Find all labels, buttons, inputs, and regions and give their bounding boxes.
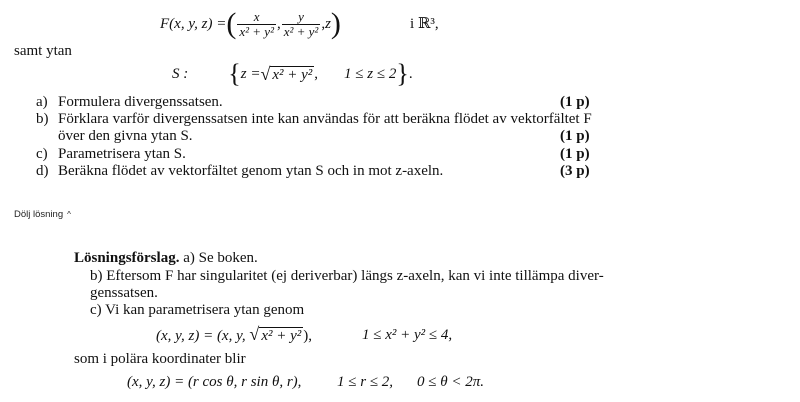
period: .: [408, 65, 413, 82]
solution-b-line2: genssatsen.: [90, 285, 158, 301]
fraction-y-numerator: y: [298, 8, 304, 24]
eq1-lhs: (x, y, z) = (x, y,: [156, 328, 246, 344]
comma: ,: [321, 15, 326, 32]
surface-radicand: x² + y²: [272, 66, 313, 83]
surface-range: 1 ≤ z ≤ 2: [344, 65, 397, 82]
surface-definition: [172, 60, 413, 88]
space-label: i ℝ³,: [410, 16, 439, 32]
solution-a: a) Se boken.: [183, 250, 258, 266]
eq2-range-theta: 0 ≤ θ < 2π.: [417, 374, 484, 390]
question-c: [0, 146, 800, 163]
surface-z-eq: z =: [240, 65, 261, 82]
question-b-cont: [0, 128, 800, 145]
question-text: Parametrisera ytan S.: [58, 146, 186, 162]
solution-c-intro: c) Vi kan parametrisera ytan genom: [90, 302, 305, 318]
sqrt-sign: √: [260, 63, 271, 84]
question-points: (1 p): [560, 128, 590, 144]
solution-heading-line: [74, 250, 258, 267]
surface-name: S :: [172, 65, 189, 82]
fraction-x-numerator: x: [253, 8, 260, 24]
question-label: c): [36, 146, 48, 162]
left-paren: (: [226, 7, 237, 40]
left-brace: {: [228, 59, 241, 88]
question-text: över den givna ytan S.: [58, 128, 193, 144]
samt-text: samt ytan: [14, 43, 72, 59]
right-paren: ): [330, 7, 341, 40]
question-b: [0, 111, 800, 128]
hide-solution-label: Dölj lösning: [14, 209, 64, 220]
eq2-range-r: 1 ≤ r ≤ 2,: [337, 374, 394, 390]
question-label: a): [36, 94, 48, 110]
equation-2: (x, y, z) = (r cos θ, r sin θ, r),: [127, 374, 302, 390]
right-brace: }: [396, 59, 409, 88]
question-d: [0, 163, 800, 180]
equation-1: [156, 324, 312, 345]
question-text: Formulera divergenssatsen.: [58, 94, 223, 110]
question-label: b): [36, 111, 49, 127]
question-points: (1 p): [560, 146, 590, 162]
eq1-range: 1 ≤ x² + y² ≤ 4,: [362, 327, 453, 343]
question-points: (1 p): [560, 94, 590, 110]
question-a: [0, 94, 800, 111]
question-points: (3 p): [560, 163, 590, 179]
eq1-tail: ),: [303, 328, 312, 344]
fraction-y-denominator: x² + y²: [283, 23, 319, 39]
hide-solution-button[interactable]: [14, 209, 71, 220]
chevron-up-icon: ^: [67, 210, 71, 219]
question-text: Förklara varför divergenssatsen inte kan användas för att beräkna flödet av vektorfältet F: [58, 111, 592, 127]
comma: ,: [314, 65, 319, 82]
fraction-y: [282, 10, 321, 39]
polar-text: som i polära koordinater blir: [74, 351, 246, 367]
question-text: Beräkna flödet av vektorfältet genom ytan S och in mot z-axeln.: [58, 163, 444, 179]
sqrt-sign: √: [249, 324, 260, 344]
solution-b-line1: b) Eftersom F har singularitet (ej deriverbar) längs z-axeln, kan vi inte tillämpa diver-: [90, 268, 604, 284]
formula-z: z: [325, 15, 331, 32]
fraction-x-denominator: x² + y²: [239, 23, 274, 39]
comma: ,: [276, 15, 281, 32]
vector-field-formula: [160, 4, 341, 44]
formula-lhs: F(x, y, z) =: [160, 15, 227, 32]
fraction-x: [237, 10, 276, 39]
question-label: d): [36, 163, 49, 179]
eq1-radicand: x² + y²: [261, 328, 302, 344]
solution-heading: Lösningsförslag.: [74, 250, 180, 266]
